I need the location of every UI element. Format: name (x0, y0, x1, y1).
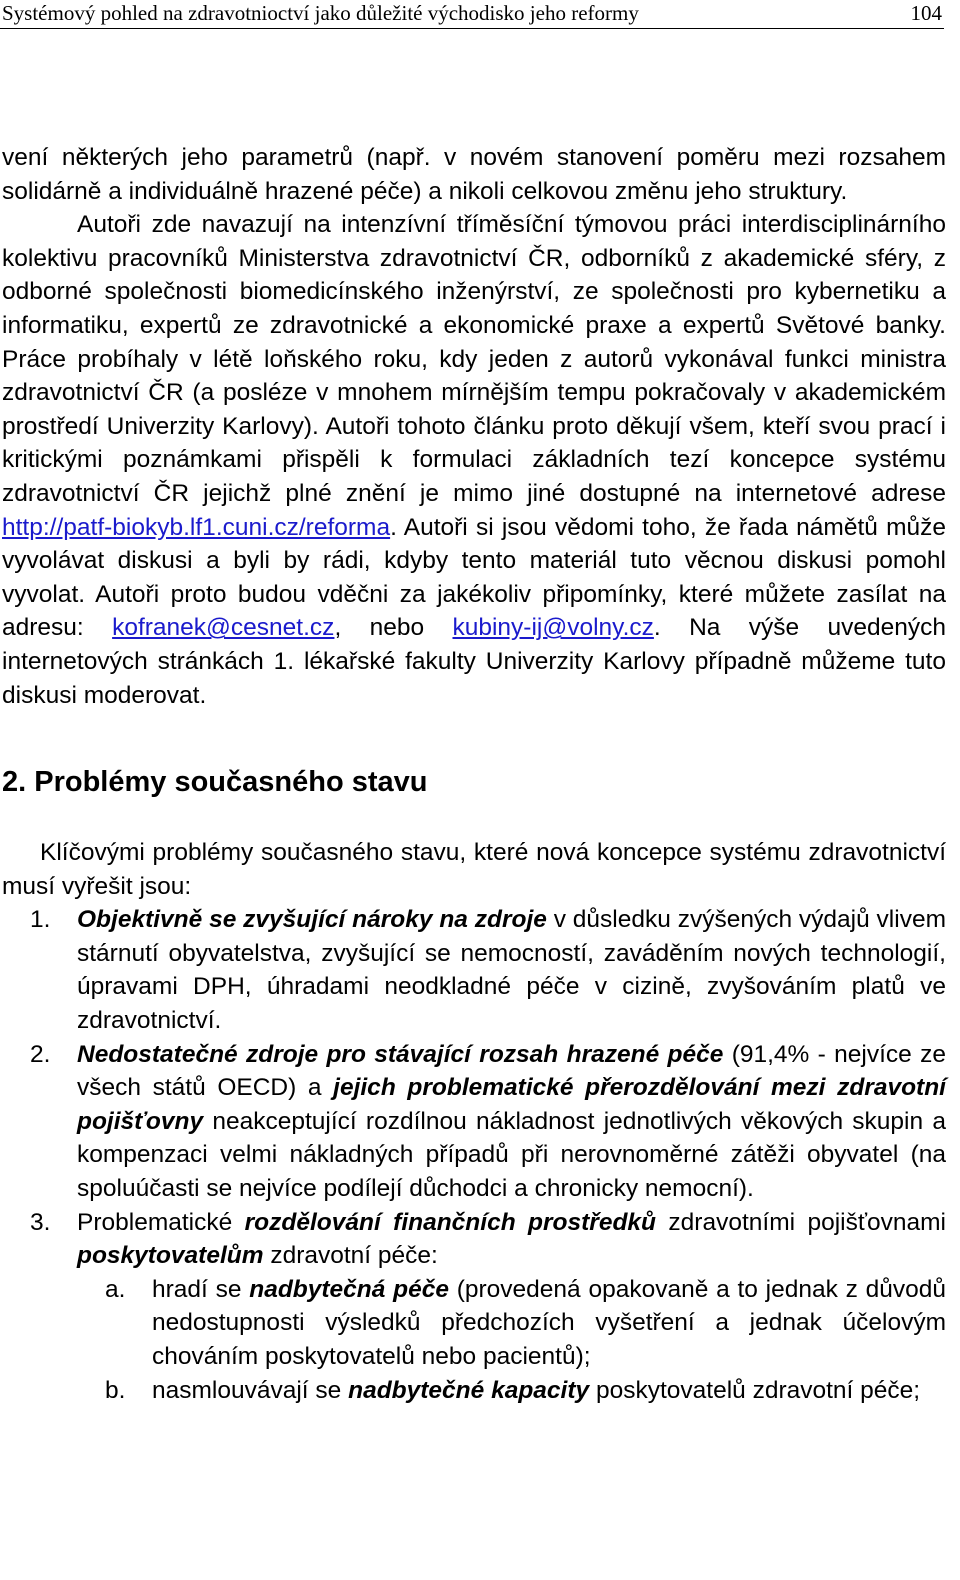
paragraph-text: , nebo (334, 614, 453, 642)
paragraph-text: Autoři zde navazují na intenzívní tříměsíční týmovou práci interdisciplinárního kolektivu pracovníků Ministerstva zdravotnictví ČR, odborníků z akademické sféry, z odborné společnosti biomedicínského inženýrství, ze společnosti pro kybernetiku a informatiku, expertů ze zdravotnické a ekonomické praxe a expertů Světové banky. Práce probíhaly v létě loňského roku, kdy jeden z autorů vykonával funkci ministra zdravotnictví ČR (a posléze v mnohem mírnějším tempu pokračovaly v akademickém prostředí Univerzity Karlovy). Autoři tohoto článku proto děkují všem, kteří svou prací i kritickými poznámkami přispěli k formulaci základních tezí koncepce systému zdravotnictví ČR jejichž plné znění je mimo jiné dostupné na internetové adrese (2, 211, 946, 507)
emphasis: poskytovatelům (77, 1242, 264, 1270)
emphasis: Nedostatečné zdroje pro stávající rozsah hrazené péče (77, 1040, 724, 1068)
emphasis: rozdělování finančních prostředků (244, 1208, 657, 1236)
email-link-kofranek[interactable]: kofranek@cesnet.cz (112, 614, 335, 642)
running-title: Systémový pohled na zdravotnioctví jako důležité východisko jeho reformy (2, 1, 639, 25)
list-number: 3. (30, 1208, 51, 1236)
paragraph-text: . Autoři si jsou vědomi toho, že řada námětů může vyvolávat diskusi a byli by rádi, kdyby tento materiál tuto věcnou diskusi pomohl vyvolat. Autoři proto budou vděčni za jakékoliv připomínky, které můžete zasílat na adresu: (2, 513, 946, 642)
emphasis: jejich problematické přerozdělování mezi zdravotní pojišťovny (77, 1074, 946, 1135)
emphasis: nadbytečná péče (249, 1275, 449, 1303)
emphasis: nadbytečné kapacity (348, 1376, 590, 1404)
paragraph-continuation: vení některých jeho parametrů (např. v novém stanovení poměru mezi rozsahem solidárně a individuálně hrazené péče) a nikoli celkovou změnu jeho struktury. (2, 144, 946, 205)
list-text: Problematické (77, 1208, 245, 1236)
list-item (2, 903, 946, 1037)
sub-list-letter: b. (105, 1376, 126, 1404)
list-item (2, 1038, 946, 1206)
page-header (0, 0, 944, 29)
sub-list-item (2, 1273, 946, 1374)
paragraph-text: . Na výše uvedených internetových stránkách 1. lékařské fakulty Univerzity Karlovy případně můžeme tuto diskusi moderovat. (2, 614, 946, 709)
section-heading: 2. Problémy současného stavu (2, 766, 428, 799)
list-text: neakceptující rozdílnou nákladnost jednotlivých věkových skupin a kompenzaci velmi nákladných případů při nerovnoměrné zátěži obyvatel (na spoluúčasti se nejvíce podílejí důchodci a chronicky nemocní). (77, 1107, 946, 1203)
list-text: zdravotními pojišťovnami (656, 1208, 946, 1236)
list-item (2, 1206, 946, 1273)
email-link-kubinyi[interactable]: kubiny-ij@volny.cz (452, 614, 654, 642)
list-text: (provedená opakovaně a to jednak z důvodů nedostupnosti výsledků předchozích vyšetření a jednak účelovým chováním poskytovatelů nebo pacientů); (152, 1275, 946, 1370)
list-text: (91,4% - nejvíce ze všech států OECD) a (77, 1040, 946, 1102)
list-text: poskytovatelů zdravotní péče; (589, 1376, 921, 1404)
paragraph-authors (2, 208, 946, 712)
page-number: 104 (910, 1, 942, 25)
list-number: 1. (30, 906, 51, 934)
list-text: hradí se (152, 1275, 250, 1303)
list-number: 2. (30, 1040, 51, 1068)
sub-list-letter: a. (105, 1275, 126, 1303)
list-text: zdravotní péče: (263, 1242, 438, 1270)
reform-link[interactable]: http://patf-biokyb.lf1.cuni.cz/reforma (2, 513, 391, 541)
emphasis: Objektivně se zvyšující nároky na zdroje (77, 906, 547, 934)
sub-list-item (2, 1374, 946, 1408)
document-body (2, 141, 946, 1407)
list-text: v důsledku zvýšených výdajů vlivem stárnutí obyvatelstva, zvyšující se nemocností, zaváděním nových technologií, úpravami DPH, úhradami neodkladné péče v cizině, zvyšováním platů ve zdravotnictví. (77, 906, 946, 1035)
section-intro: Klíčovými problémy současného stavu, které nová koncepce systému zdravotnictví musí vyřešit jsou: (2, 839, 946, 900)
list-text: nasmlouvávají se (152, 1376, 349, 1404)
